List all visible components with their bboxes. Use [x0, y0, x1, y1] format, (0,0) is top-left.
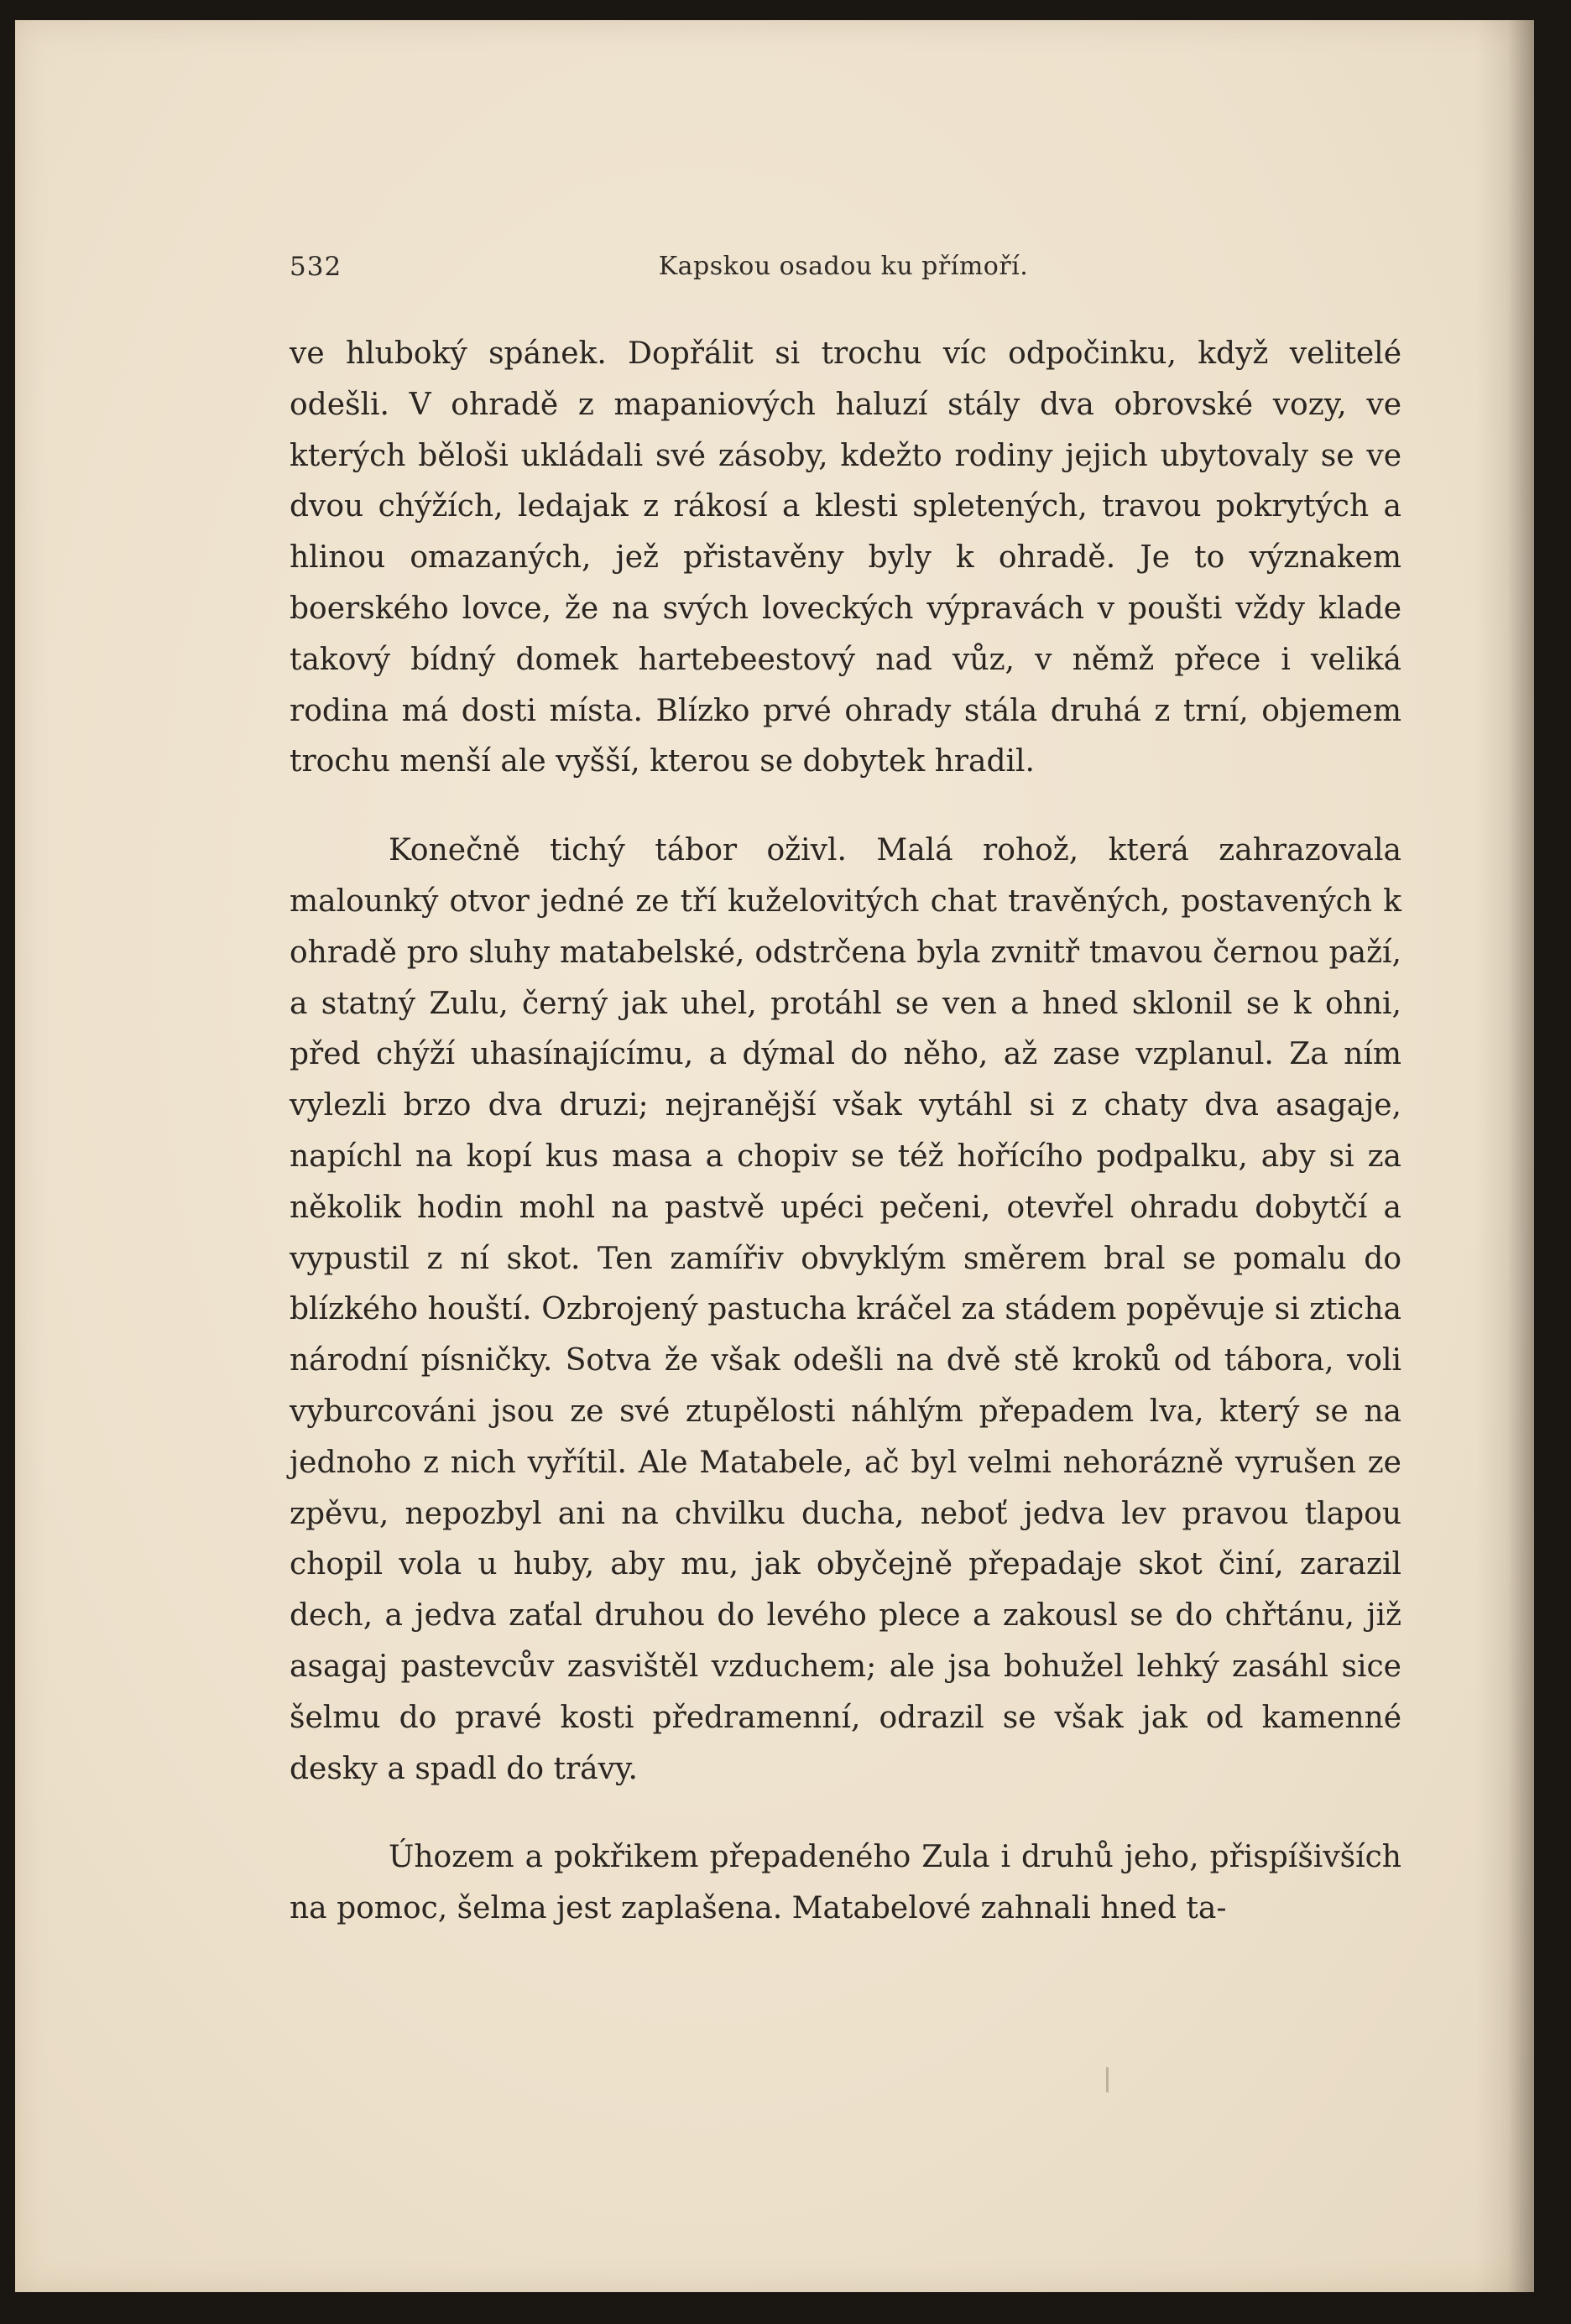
page-number: 532 — [290, 252, 342, 282]
paragraph-1: ve hluboký spánek. Dopřálit si trochu víc odpočinku, když velitelé odešli. V ohradě z mapaniových haluzí stály dva obrovské vozy, ve kterých běloši ukládali své zásoby, kdežto rodiny jejich ubytovaly se ve dvou chýžích, ledajak z rákosí a klesti spletených, travou pokrytých a hlinou omazaných, jež přistavěny byly k ohradě. Je to význakem boerského lovce, že na svých loveckých výpravách v poušti vždy klade takový bídný domek hartebeestový nad vůz, v němž přece i veliká rodina má dosti místa. Blízko prvé ohrady stála druhá z trní, objemem trochu menší ale vyšší, kterou se dobytek hradil. — [290, 336, 1401, 779]
running-header — [290, 252, 1397, 294]
paragraph-3: Úhozem a pokřikem přepadeného Zula i druhů jeho, přispíšivších na pomoc, šelma jest zaplašena. Matabelové zahnali hned ta- — [290, 1840, 1401, 1926]
paper-speck — [1106, 2067, 1109, 2092]
body-text — [290, 329, 1401, 1935]
page-gutter-shadow — [1475, 20, 1534, 2292]
paragraph-2: Konečně tichý tábor oživl. Malá rohož, která zahrazovala malounký otvor jedné ze tří kuželovitých chat travěných, postavených k ohradě pro sluhy matabelské, odstrčena byla zvnitř tmavou černou paží, a statný Zulu, černý jak uhel, protáhl se ven a hned sklonil se k ohni, před chýží uhasínajícímu, a dýmal do něho, až zase vzplanul. Za ním vylezli brzo dva druzi; nejranější však vytáhl si z chaty dva asagaje, napíchl na kopí kus masa a chopiv se též hořícího podpalku, aby si za několik hodin mohl na pastvě upéci pečeni, otevřel ohradu dobytčí a vypustil z ní skot. Ten zamířiv obvyklým směrem bral se pomalu do blízkého houští. Ozbrojený pastucha kráčel za stádem popěvuje si zticha národní písničky. Sotva že však odešli na dvě stě kroků od tábora, voli vyburcováni jsou ze své ztupělosti náhlým přepadem lva, který se na jednoho z nich vyřítil. Ale Matabele, ač byl velmi nehorázně vyrušen ze zpěvu, nepozbyl ani na chvilku ducha, neboť jedva lev pravou tlapou chopil vola u huby, aby mu, jak obyčejně přepadaje skot činí, zarazil dech, a jedva zaťal druhou do levého plece a zakousl se do chřtánu, již asagaj pastevcův zasvištěl vzduchem; ale jsa bohužel lehký zasáhl sice šelmu do pravé kosti předramenní, odrazil se však jak od kamenné desky a spadl do trávy. — [290, 833, 1401, 1786]
running-title: Kapskou osadou ku přímoří. — [658, 252, 1029, 281]
